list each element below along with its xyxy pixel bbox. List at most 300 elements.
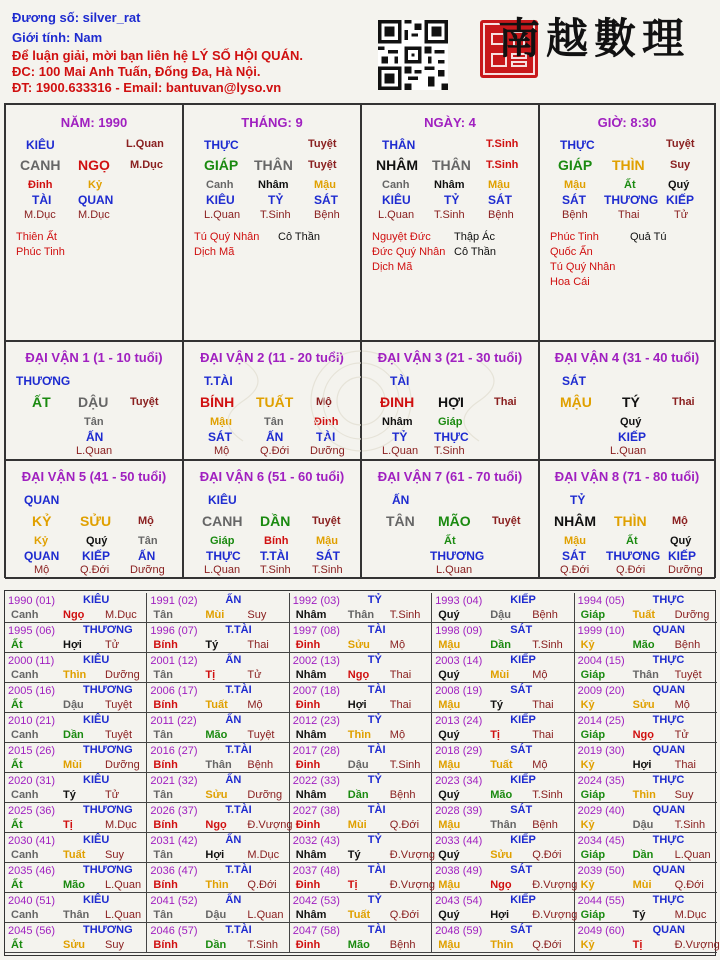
year-branch: Tị [205,669,216,681]
hidden-god: KIẾP [668,549,697,563]
year-cell[interactable] [575,893,717,923]
year-state: Thai [389,699,412,711]
year-stem: Quý [438,669,460,681]
hidden-god: ẤN [266,430,284,444]
year-branch: Thìn [205,879,229,891]
year-cell[interactable] [5,653,147,683]
year-branch: Tý [347,849,361,861]
year-cell[interactable] [432,623,574,653]
dai-van-stem: ĐINH [380,394,415,410]
year-stem: Giáp [580,669,606,681]
year-cell[interactable] [575,653,717,683]
year-god: SÁT [510,684,533,696]
year-god: ẤN [225,714,242,726]
year-state: Thai [674,759,696,771]
year-cell[interactable] [290,653,432,683]
pillar-stem-state: T.Sinh [486,138,519,150]
year-branch: Tý [63,789,76,801]
pillar-stem: GIÁP [558,157,593,173]
year-stem: Kỷ [580,759,595,771]
year-stem: Kỷ [580,879,595,891]
pillar-year[interactable] [5,104,183,341]
year-stem: Canh [11,669,39,681]
year-state: Đ.Vượng [532,909,578,921]
contact-line: Để luận giải, mời bạn liên hệ LÝ SỐ HỘI QUÁN. [12,48,303,63]
year-branch: Sửu [632,699,655,711]
dai-van-5[interactable] [5,460,183,579]
year-branch: Ngọ [63,609,85,621]
year-stem: Kỷ [580,819,595,831]
year-cell[interactable] [290,593,432,623]
year-stem: Bính [153,699,178,711]
year-branch: Tị [632,939,643,951]
year-label: 2022 (33) [292,775,340,787]
hidden-state: Mộ [214,445,230,457]
year-cell[interactable] [5,773,147,803]
year-cell[interactable] [5,893,147,923]
year-cell[interactable] [290,803,432,833]
year-cell[interactable] [147,803,293,833]
year-branch: Ngọ [347,669,370,681]
year-cell[interactable] [5,743,147,773]
pillar-stem-state: L.Quan [126,138,164,150]
hidden-god: KIÊU [382,193,411,207]
year-cell[interactable] [290,683,432,713]
year-branch: Thân [632,669,659,681]
year-state: Đ.Vượng [674,939,720,951]
pillar-day[interactable] [361,104,539,341]
year-state: Suy [674,789,694,801]
year-label: 2030 (41) [8,835,56,847]
year-god: THƯƠNG [83,684,133,696]
year-cell[interactable] [575,713,717,743]
year-cell[interactable] [290,833,435,863]
hidden-state: T.Sinh [260,564,291,576]
year-state: L.Quan [674,849,711,861]
dai-van-stem: BÍNH [200,394,235,410]
year-stem: Mậu [438,639,461,651]
year-god: KIẾP [510,894,536,906]
hidden-stem: Kỷ [88,179,103,191]
year-cell[interactable] [575,923,720,953]
year-cell[interactable] [432,893,578,923]
year-label: 2042 (53) [292,895,340,907]
hidden-state: Bệnh [488,209,514,221]
year-branch: Tị [63,819,73,831]
dai-van-title: ĐẠI VẬN 3 (21 - 30 tuổi) [377,350,523,365]
year-stem: Mậu [438,939,461,951]
year-label: 1999 (10) [577,625,625,637]
dai-van-title: ĐẠI VẬN 4 (31 - 40 tuổi) [554,350,700,365]
year-cell[interactable] [575,623,717,653]
year-label: 2002 (13) [292,655,340,667]
dai-van-god: QUAN [24,493,60,507]
year-state: Mộ [389,639,406,651]
year-label: 2031 (42) [150,835,198,847]
hidden-state: T.Sinh [434,445,465,457]
hidden-state: L.Quan [378,209,415,221]
hidden-god: T.TÀI [260,549,289,563]
year-stem: Canh [11,849,39,861]
year-stem: Tân [153,849,173,861]
dai-van-god: THƯƠNG [16,374,71,388]
year-stem: Đinh [295,819,321,831]
year-stem: Quý [438,789,460,801]
dai-van-state: Mộ [672,515,688,527]
year-state: Thai [389,669,412,681]
year-stem: Nhâm [295,609,327,621]
year-god: T.TÀI [225,624,252,636]
year-god: THỰC [652,834,685,846]
qr-code-icon[interactable] [378,20,448,90]
hidden-stem: Giáp [210,535,235,547]
dai-van-title: ĐẠI VẬN 6 (51 - 60 tuổi) [199,469,345,484]
year-cell[interactable] [147,923,289,953]
year-state: Mộ [389,729,406,741]
dai-van-state: Thai [672,396,695,408]
dai-van-6[interactable] [183,460,361,579]
year-stem: Bính [153,759,178,771]
year-state: Tử [105,789,120,801]
year-god: THƯƠNG [83,804,133,816]
year-cell[interactable] [432,803,574,833]
year-cell[interactable] [147,743,289,773]
dai-van-state: Mộ [316,396,332,408]
dai-van-title: ĐẠI VẬN 1 (1 - 10 tuổi) [25,350,163,365]
pillar-branch: NGỌ [78,157,110,173]
annual-luck-table [4,590,720,956]
year-label: 2048 (59) [435,925,483,937]
hidden-state: M.Dục [78,209,110,221]
year-branch: Thìn [347,729,372,741]
year-cell[interactable] [147,893,289,923]
pillar-stem: CANH [20,157,61,173]
year-branch: Thìn [632,789,656,801]
dai-van-title: ĐẠI VẬN 5 (41 - 50 tuổi) [21,469,167,484]
year-stem: Tân [153,909,173,921]
year-god: TÀI [367,744,386,756]
year-branch: Sửu [347,639,370,651]
year-label: 2033 (44) [435,835,483,847]
year-god: TỶ [367,714,382,726]
hidden-god: THỰC [206,549,241,563]
year-god: TÀI [367,864,386,876]
year-god: TÀI [367,624,386,636]
year-state: Tử [674,729,689,741]
year-state: Q.Đới [389,909,420,921]
pillar-stem: NHÂM [376,157,418,173]
year-branch: Dậu [63,699,84,711]
hidden-stem: Ất [626,535,638,547]
year-cell[interactable] [575,593,717,623]
year-cell[interactable] [432,713,574,743]
year-god: T.TÀI [225,684,252,696]
year-state: Bệnh [389,939,416,951]
star: Dịch Mã [194,246,235,258]
year-stem: Tân [153,789,173,801]
hidden-god: ẤN [138,549,156,563]
year-state: Tuyệt [105,729,133,741]
hidden-stem: Nhâm [382,416,413,428]
year-cell[interactable] [5,923,147,953]
year-cell[interactable] [147,683,289,713]
year-state: Suy [105,849,124,861]
year-god: THƯƠNG [83,864,133,876]
year-state: Đ.Vượng [389,879,435,891]
hidden-stem: Mậu [316,535,338,547]
hidden-state: L.Quan [204,564,241,576]
year-cell[interactable] [147,623,289,653]
year-god: KIẾP [510,714,536,726]
phone-email-line[interactable]: ĐT: 1900.633316 - Email: bantuvan@lyso.vn [12,80,282,95]
hidden-stem: Nhâm [434,179,465,191]
hidden-god: SÁT [562,549,586,563]
year-cell[interactable] [290,713,432,743]
year-stem: Tân [153,669,173,681]
dai-van-stem: NHÂM [554,513,596,529]
year-state: Đ.Vượng [247,819,293,831]
hidden-stem: Giáp [438,416,463,428]
year-stem: Nhâm [295,909,327,921]
hidden-stem: Ất [624,179,636,191]
year-god: QUAN [652,684,685,696]
year-branch: Thìn [63,669,87,681]
pillar-month[interactable] [183,104,361,341]
hidden-god: KIẾP [82,549,111,563]
year-god: QUAN [652,804,685,816]
hidden-state: Dưỡng [130,564,165,576]
year-branch: Hợi [490,909,510,921]
pillar-branch-state: T.Sinh [486,159,519,171]
year-stem: Giáp [580,789,606,801]
year-state: T.Sinh [247,939,278,951]
year-label: 2000 (11) [8,655,55,667]
year-cell[interactable] [147,593,289,623]
year-label: 2017 (28) [292,745,340,757]
year-label: 2024 (35) [577,775,625,787]
dai-van-branch: MÃO [438,513,471,529]
year-stem: Ất [11,819,23,831]
year-god: QUAN [652,864,685,876]
hidden-stem: Tân [138,535,158,547]
year-cell[interactable] [5,683,147,713]
year-cell[interactable] [147,653,289,683]
year-cell[interactable] [5,593,147,623]
four-pillars-chart [4,103,716,578]
year-cell[interactable] [147,713,289,743]
year-stem: Tân [153,609,173,621]
year-cell[interactable] [290,623,432,653]
year-god: KIẾP [510,654,536,666]
year-stem: Canh [11,729,39,741]
year-cell[interactable] [290,773,432,803]
dai-van-title: ĐẠI VẬN 8 (71 - 80 tuổi) [554,469,700,484]
dai-van-stem: CANH [202,513,243,529]
hidden-stem: Đinh [28,179,53,191]
year-cell[interactable] [5,833,147,863]
year-god: TỶ [367,834,382,846]
star: Tú Quý Nhân [194,231,260,243]
year-state: Mộ [532,669,548,681]
hidden-god: TỶ [444,193,460,207]
year-god: SÁT [510,624,533,636]
year-cell[interactable] [432,683,574,713]
year-cell[interactable] [290,893,432,923]
year-state: T.Sinh [532,639,563,651]
pillar-branch-state: Suy [670,159,691,171]
year-state: M.Dục [674,909,707,921]
year-label: 2037 (48) [292,865,340,877]
year-branch: Mùi [205,609,225,621]
year-state: Đ.Vượng [389,849,435,861]
year-state: Q.Đới [674,879,704,891]
hidden-state: L.Quan [436,564,473,576]
year-state: Suy [247,609,267,621]
pillar-hour[interactable] [539,104,715,341]
hidden-god: KIẾP [666,193,695,207]
year-god: KIÊU [83,714,110,726]
year-cell[interactable] [290,863,435,893]
year-cell[interactable] [575,863,717,893]
year-god: THỰC [652,894,685,906]
year-cell[interactable] [432,773,574,803]
star: Nguyệt Đức [372,231,431,243]
year-cell[interactable] [432,593,574,623]
year-branch: Hợi [632,759,652,771]
year-label: 2047 (58) [292,925,340,937]
year-label: 2038 (49) [435,865,483,877]
hidden-stem: Mậu [314,179,336,191]
year-cell[interactable] [5,623,147,653]
year-branch: Sửu [490,849,513,861]
dai-van-1[interactable] [5,341,183,460]
year-stem: Kỷ [580,699,595,711]
pillar-stem-state: Tuyệt [308,138,337,150]
dai-van-8[interactable] [539,460,715,579]
year-cell[interactable] [575,803,717,833]
year-branch: Dần [632,849,654,861]
dai-van-god: ẤN [392,493,410,507]
year-cell[interactable] [290,923,432,953]
year-cell[interactable] [147,773,289,803]
dai-van-branch: SỬU [80,513,112,529]
dai-van-title: ĐẠI VẬN 2 (11 - 20 tuổi) [200,350,344,365]
year-state: Dưỡng [105,669,140,681]
hidden-state: Dưỡng [310,445,345,457]
year-branch: Mão [490,789,513,801]
dai-van-state: Tuyệt [130,396,159,408]
year-cell[interactable] [290,743,432,773]
year-label: 2039 (50) [577,865,625,877]
year-cell[interactable] [575,773,717,803]
year-label: 2040 (51) [8,895,56,907]
year-state: Thai [532,729,554,741]
year-cell[interactable] [432,833,574,863]
pillar-branch: THÌN [612,157,645,173]
dai-van-7[interactable] [361,460,539,579]
hidden-god: TỶ [392,430,408,444]
year-cell[interactable] [432,923,574,953]
hidden-god: QUAN [24,549,60,563]
star: Quả Tú [630,231,667,243]
year-god: THỰC [652,654,685,666]
pillar-branch: THÂN [254,157,293,173]
pillar-stem: GIÁP [204,157,239,173]
hidden-god: THƯƠNG [430,549,485,563]
year-cell[interactable] [432,743,574,773]
year-branch: Mùi [63,759,82,771]
dai-van-god: SÁT [562,374,586,388]
year-branch: Tuất [632,609,655,621]
hidden-stem: Quý [670,535,692,547]
year-branch: Mùi [632,879,652,891]
hidden-stem: Mậu [488,179,510,191]
year-state: Q.Đới [247,879,277,891]
year-state: Tử [105,639,120,651]
year-branch: Dần [347,789,369,801]
year-state: Bệnh [532,819,558,831]
dai-van-god: T.TÀI [204,374,233,388]
hidden-state: T.Sinh [260,209,291,221]
star: Hoa Cái [550,276,590,288]
hidden-state: L.Quan [610,445,647,457]
pillar-branch-state: Tuyệt [308,159,337,171]
year-branch: Ngọ [490,879,512,891]
hidden-state: L.Quan [382,445,419,457]
year-god: QUAN [652,744,685,756]
hidden-state: Mộ [34,564,50,576]
year-cell[interactable] [575,683,717,713]
year-state: M.Dục [247,849,280,861]
year-state: L.Quan [105,909,142,921]
dai-van-4[interactable] [539,341,715,460]
year-cell[interactable] [575,833,717,863]
year-cell[interactable] [147,833,289,863]
year-cell[interactable] [432,653,574,683]
year-cell[interactable] [5,863,147,893]
hidden-stem: Kỷ [34,535,49,547]
year-label: 1994 (05) [577,595,625,607]
hidden-state: Q.Đới [80,564,110,576]
hidden-stem: Mậu [210,416,232,428]
dai-van-3[interactable] [361,341,539,460]
year-god: KIẾP [510,594,536,606]
year-cell[interactable] [432,863,578,893]
year-cell[interactable] [147,863,289,893]
year-god: SÁT [510,744,533,756]
year-label: 2019 (30) [577,745,625,757]
year-stem: Đinh [295,879,321,891]
pillar-stem-god: THỰC [560,138,595,152]
star: Tú Quý Nhân [550,261,616,273]
year-god: KIÊU [83,834,110,846]
pillar-stem-state: Tuyệt [666,138,695,150]
year-stem: Nhâm [295,849,327,861]
hidden-god: QUAN [78,193,114,207]
year-state: Suy [105,939,124,951]
year-branch: Tuất [205,699,228,711]
year-branch: Tý [205,639,219,651]
year-cell[interactable] [5,713,147,743]
hidden-state: T.Sinh [434,209,465,221]
year-cell[interactable] [575,743,717,773]
hidden-state: Dưỡng [668,564,703,576]
year-branch: Tuất [63,849,86,861]
year-stem: Canh [11,909,39,921]
year-label: 2003 (14) [435,655,483,667]
year-cell[interactable] [5,803,147,833]
hidden-god: SÁT [316,549,340,563]
